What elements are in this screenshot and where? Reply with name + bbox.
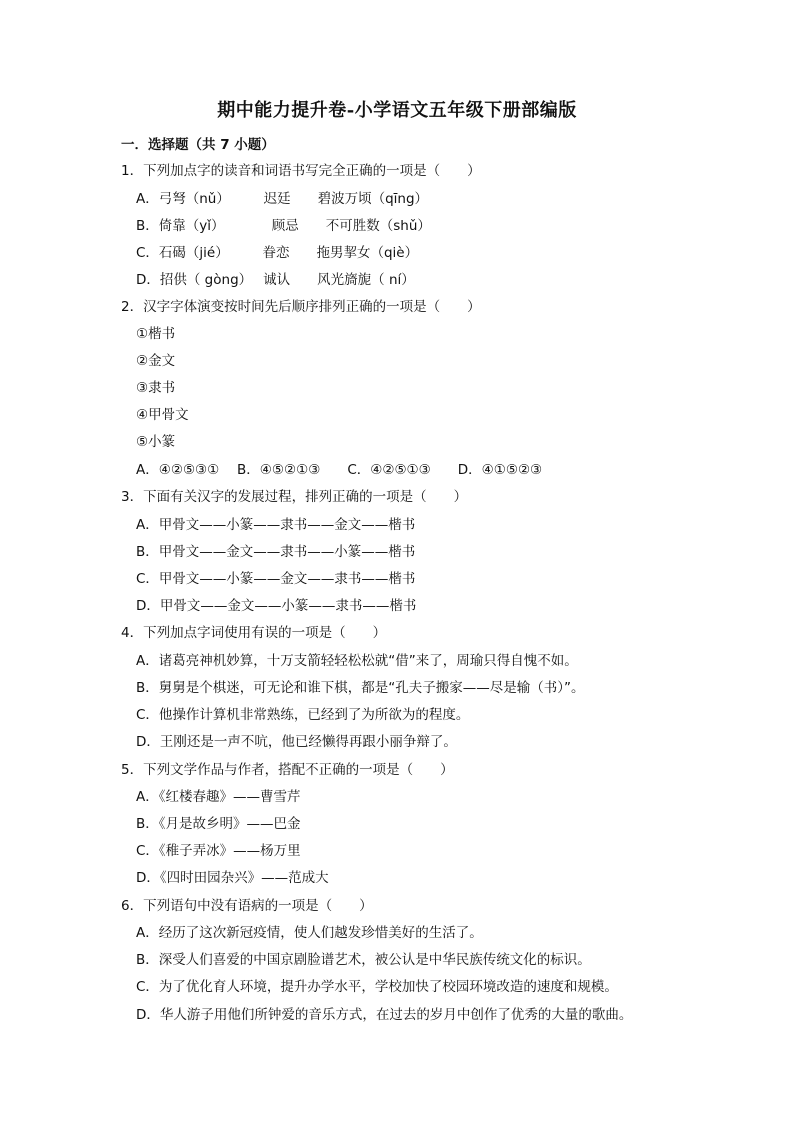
question-5-stem: 5．下列文学作品与作者，搭配不正确的一项是（ ） [121, 762, 454, 778]
question-5-option-d: D．《四时田园杂兴》——范成大 [136, 870, 329, 886]
question-3-option-a: A．甲骨文——小篆——隶书——金文——楷书 [136, 517, 416, 533]
section-heading: 一．选择题（共 7 小题） [121, 137, 275, 153]
question-1-option-d: D．招供（ gòng） 诚认 风光旖旎（ ní） [136, 272, 415, 288]
question-4-option-d: D．王刚还是一声不吭，他已经懒得再跟小丽争辩了。 [136, 734, 457, 750]
question-1-stem: 1．下列加点字的读音和词语书写完全正确的一项是（ ） [121, 163, 481, 179]
question-2-item: ①楷书 [136, 326, 176, 342]
question-6-option-c: C．为了优化育人环境，提升办学水平，学校加快了校园环境改造的速度和规模。 [136, 979, 618, 995]
question-4-option-a: A．诸葛亮神机妙算，十万支箭轻轻松松就“借”来了，周瑜只得自愧不如。 [136, 653, 578, 669]
question-2-item: ③隶书 [136, 380, 176, 396]
question-1-option-a: A．弓弩（nǔ） 迟廷 碧波万顷（qīng） [136, 191, 429, 207]
question-6-option-a: A．经历了这次新冠疫情，使人们越发珍惜美好的生活了。 [136, 925, 483, 941]
question-3-stem: 3．下面有关汉字的发展过程，排列正确的一项是（ ） [121, 489, 468, 505]
question-2-item: ⑤小篆 [136, 434, 176, 450]
question-5-option-a: A．《红楼春趣》——曹雪芹 [136, 789, 301, 805]
question-2-item: ②金文 [136, 353, 176, 369]
question-5-option-c: C．《稚子弄冰》——杨万里 [136, 843, 301, 859]
question-3-option-d: D．甲骨文——金文——小篆——隶书——楷书 [136, 598, 417, 614]
question-2-options: A．④②⑤③① B．④⑤②①③ C．④②⑤①③ D．④①⑤②③ [136, 462, 543, 478]
question-2-item: ④甲骨文 [136, 407, 189, 423]
question-6-option-b: B．深受人们喜爱的中国京剧脸谱艺术，被公认是中华民族传统文化的标识。 [136, 952, 591, 968]
question-3-option-c: C．甲骨文——小篆——金文——隶书——楷书 [136, 571, 416, 587]
question-6-stem: 6．下列语句中没有语病的一项是（ ） [121, 898, 373, 914]
question-6-option-d: D．华人游子用他们所钟爱的音乐方式，在过去的岁月中创作了优秀的大量的歌曲。 [136, 1007, 633, 1023]
question-1-option-b: B．倚靠（yǐ） 顾忌 不可胜数（shǔ） [136, 218, 431, 234]
page-title: 期中能力提升卷-小学语文五年级下册部编版 [217, 100, 577, 121]
question-4-stem: 4．下列加点字词使用有误的一项是（ ） [121, 625, 387, 641]
question-4-option-c: C．他操作计算机非常熟练，已经到了为所欲为的程度。 [136, 707, 470, 723]
question-5-option-b: B．《月是故乡明》——巴金 [136, 816, 301, 832]
question-1-option-c: C．石碣（jié） 眷恋 拖男挈女（qiè） [136, 245, 419, 261]
question-2-stem: 2．汉字字体演变按时间先后顺序排列正确的一项是（ ） [121, 299, 481, 315]
question-3-option-b: B．甲骨文——金文——隶书——小篆——楷书 [136, 544, 416, 560]
question-4-option-b: B．舅舅是个棋迷，可无论和谁下棋，都是“孔夫子搬家——尽是输（书）”。 [136, 680, 585, 696]
